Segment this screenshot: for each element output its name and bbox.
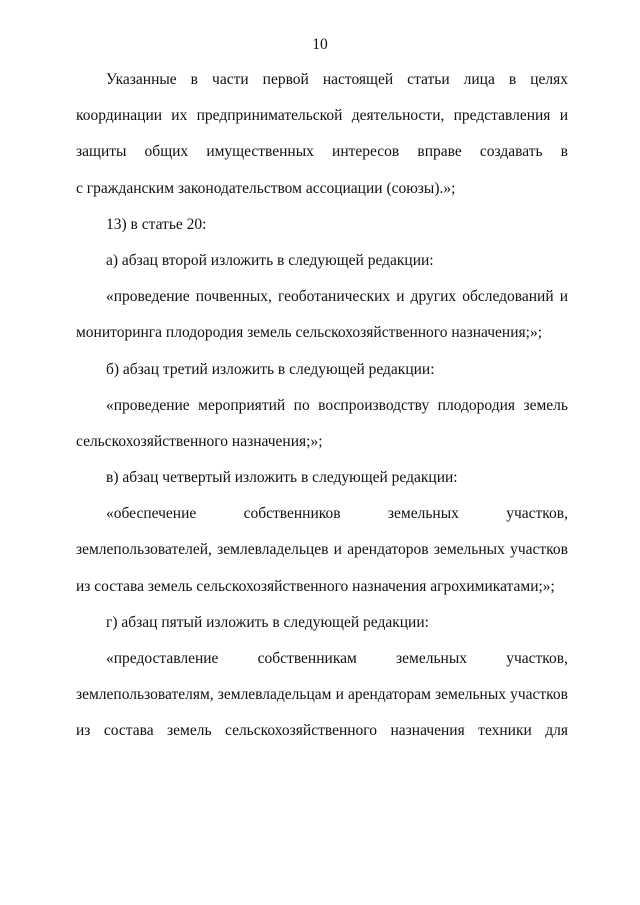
paragraph-line: с гражданским законодательством ассоциации (союзы).»; [76, 179, 456, 197]
paragraph-line: сельскохозяйственного назначения;»; [76, 432, 323, 450]
paragraph-line: координации их предпринимательской деятельности, представления и [76, 107, 568, 125]
paragraph-line: из состава земель сельскохозяйственного назначения агрохимикатами;»; [76, 577, 555, 595]
paragraph-line: из состава земель сельскохозяйственного назначения техники для [76, 722, 568, 740]
paragraph-line: Указанные в части первой настоящей статьи лица в целях [106, 71, 568, 88]
paragraph-line: «проведение почвенных, геоботанических и других обследований и [106, 288, 568, 306]
paragraph-line: б) абзац третий изложить в следующей редакции: [106, 360, 435, 378]
paragraph-line: мониторинга плодородия земель сельскохозяйственного назначения;»; [76, 324, 542, 342]
paragraph-line: землепользователей, землевладельцев и арендаторов земельных участков [76, 541, 568, 559]
list-item-heading: 13) в статье 20: [106, 215, 207, 233]
paragraph-line: «проведение мероприятий по воспроизводству плодородия земель [106, 396, 568, 414]
paragraph-line: г) абзац пятый изложить в следующей редакции: [106, 613, 429, 631]
page-number: 10 [312, 36, 328, 53]
paragraph-line: в) абзац четвертый изложить в следующей редакции: [106, 469, 458, 487]
document-body [76, 62, 568, 750]
paragraph-line: землепользователям, землевладельцам и арендаторам земельных участков [76, 686, 568, 704]
paragraph-line: «предоставление собственникам земельных участков, [106, 650, 568, 667]
paragraph-line: а) абзац второй изложить в следующей редакции: [106, 251, 434, 269]
paragraph-line: «обеспечение собственников земельных участков, [106, 505, 568, 523]
paragraph-line: защиты общих имущественных интересов вправе создавать в [76, 143, 568, 161]
